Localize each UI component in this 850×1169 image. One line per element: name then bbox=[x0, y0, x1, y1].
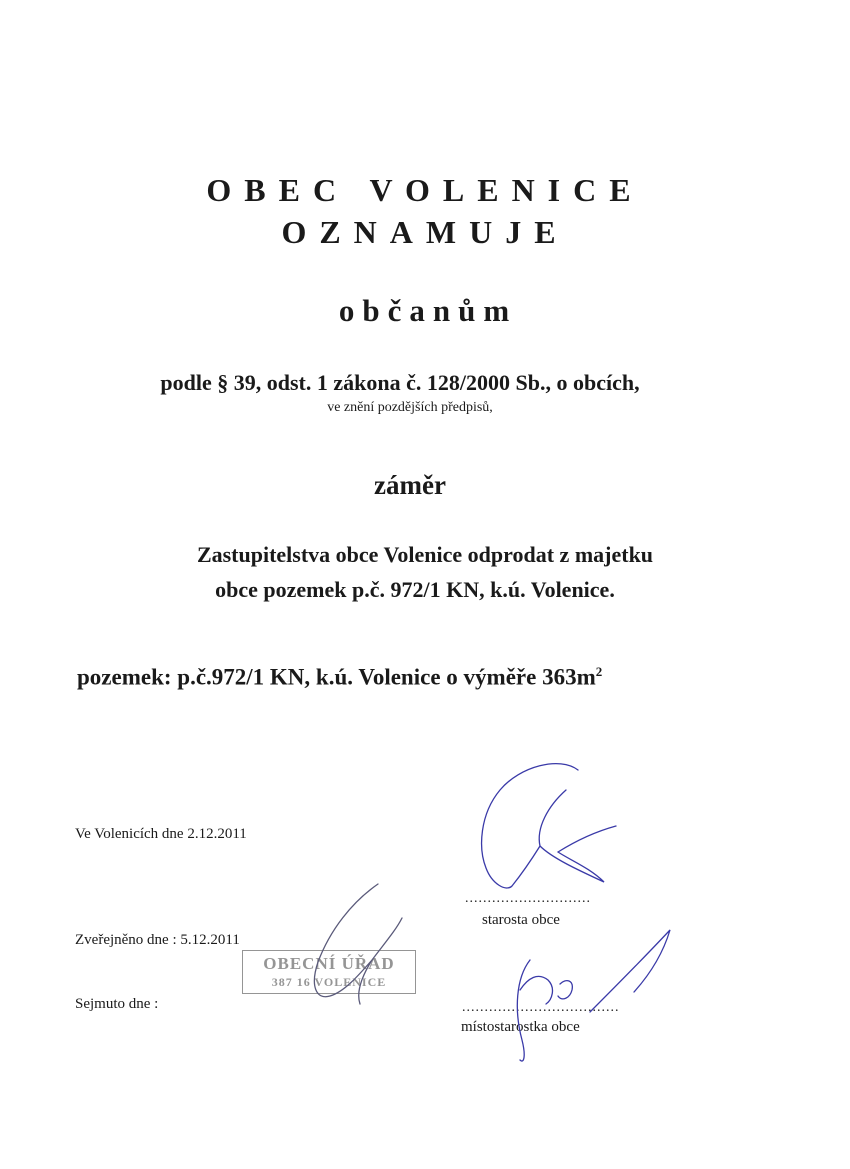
signature-line-deputy: ................................... bbox=[462, 1000, 620, 1015]
office-stamp bbox=[242, 950, 416, 994]
heading-announces: OZNAMUJE bbox=[281, 214, 569, 250]
description-line-2: obce pozemek p.č. 972/1 KN, k.ú. Volenice. bbox=[215, 577, 615, 602]
role-mayor: starosta obce bbox=[482, 912, 560, 928]
stamp-line-1: OBECNÍ ÚŘAD bbox=[263, 954, 395, 973]
heading-municipality: OBEC VOLENICE bbox=[206, 172, 644, 208]
mayor-signature-flourish bbox=[539, 790, 566, 846]
stamp-line-2: 387 16 VOLENICE bbox=[271, 975, 387, 989]
description-line-1: Zastupitelstva obce Volenice odprodat z majetku bbox=[196, 542, 654, 567]
legal-basis: podle § 39, odst. 1 zákona č. 128/2000 Sb., o obcích, bbox=[160, 370, 640, 395]
intent-label: záměr bbox=[374, 470, 446, 500]
published-line: Zveřejněno dne : 5.12.2011 bbox=[75, 932, 240, 948]
mayor-signature bbox=[482, 764, 616, 888]
parcel-info bbox=[77, 664, 602, 691]
parcel-unit-exponent: 2 bbox=[595, 664, 603, 679]
removed-line: Sejmuto dne : bbox=[75, 996, 159, 1012]
deputy-signature bbox=[517, 930, 670, 1061]
signature-line-mayor: ............................ bbox=[465, 891, 591, 906]
role-deputy: místostarostka obce bbox=[461, 1019, 580, 1035]
date-line: Ve Volenicích dne 2.12.2011 bbox=[75, 826, 247, 842]
legal-basis-sub: ve znění pozdějších předpisů, bbox=[327, 400, 493, 415]
parcel-text: pozemek: p.č.972/1 KN, k.ú. Volenice o výměře 363m bbox=[77, 664, 596, 690]
addressee: občanům bbox=[338, 293, 518, 328]
